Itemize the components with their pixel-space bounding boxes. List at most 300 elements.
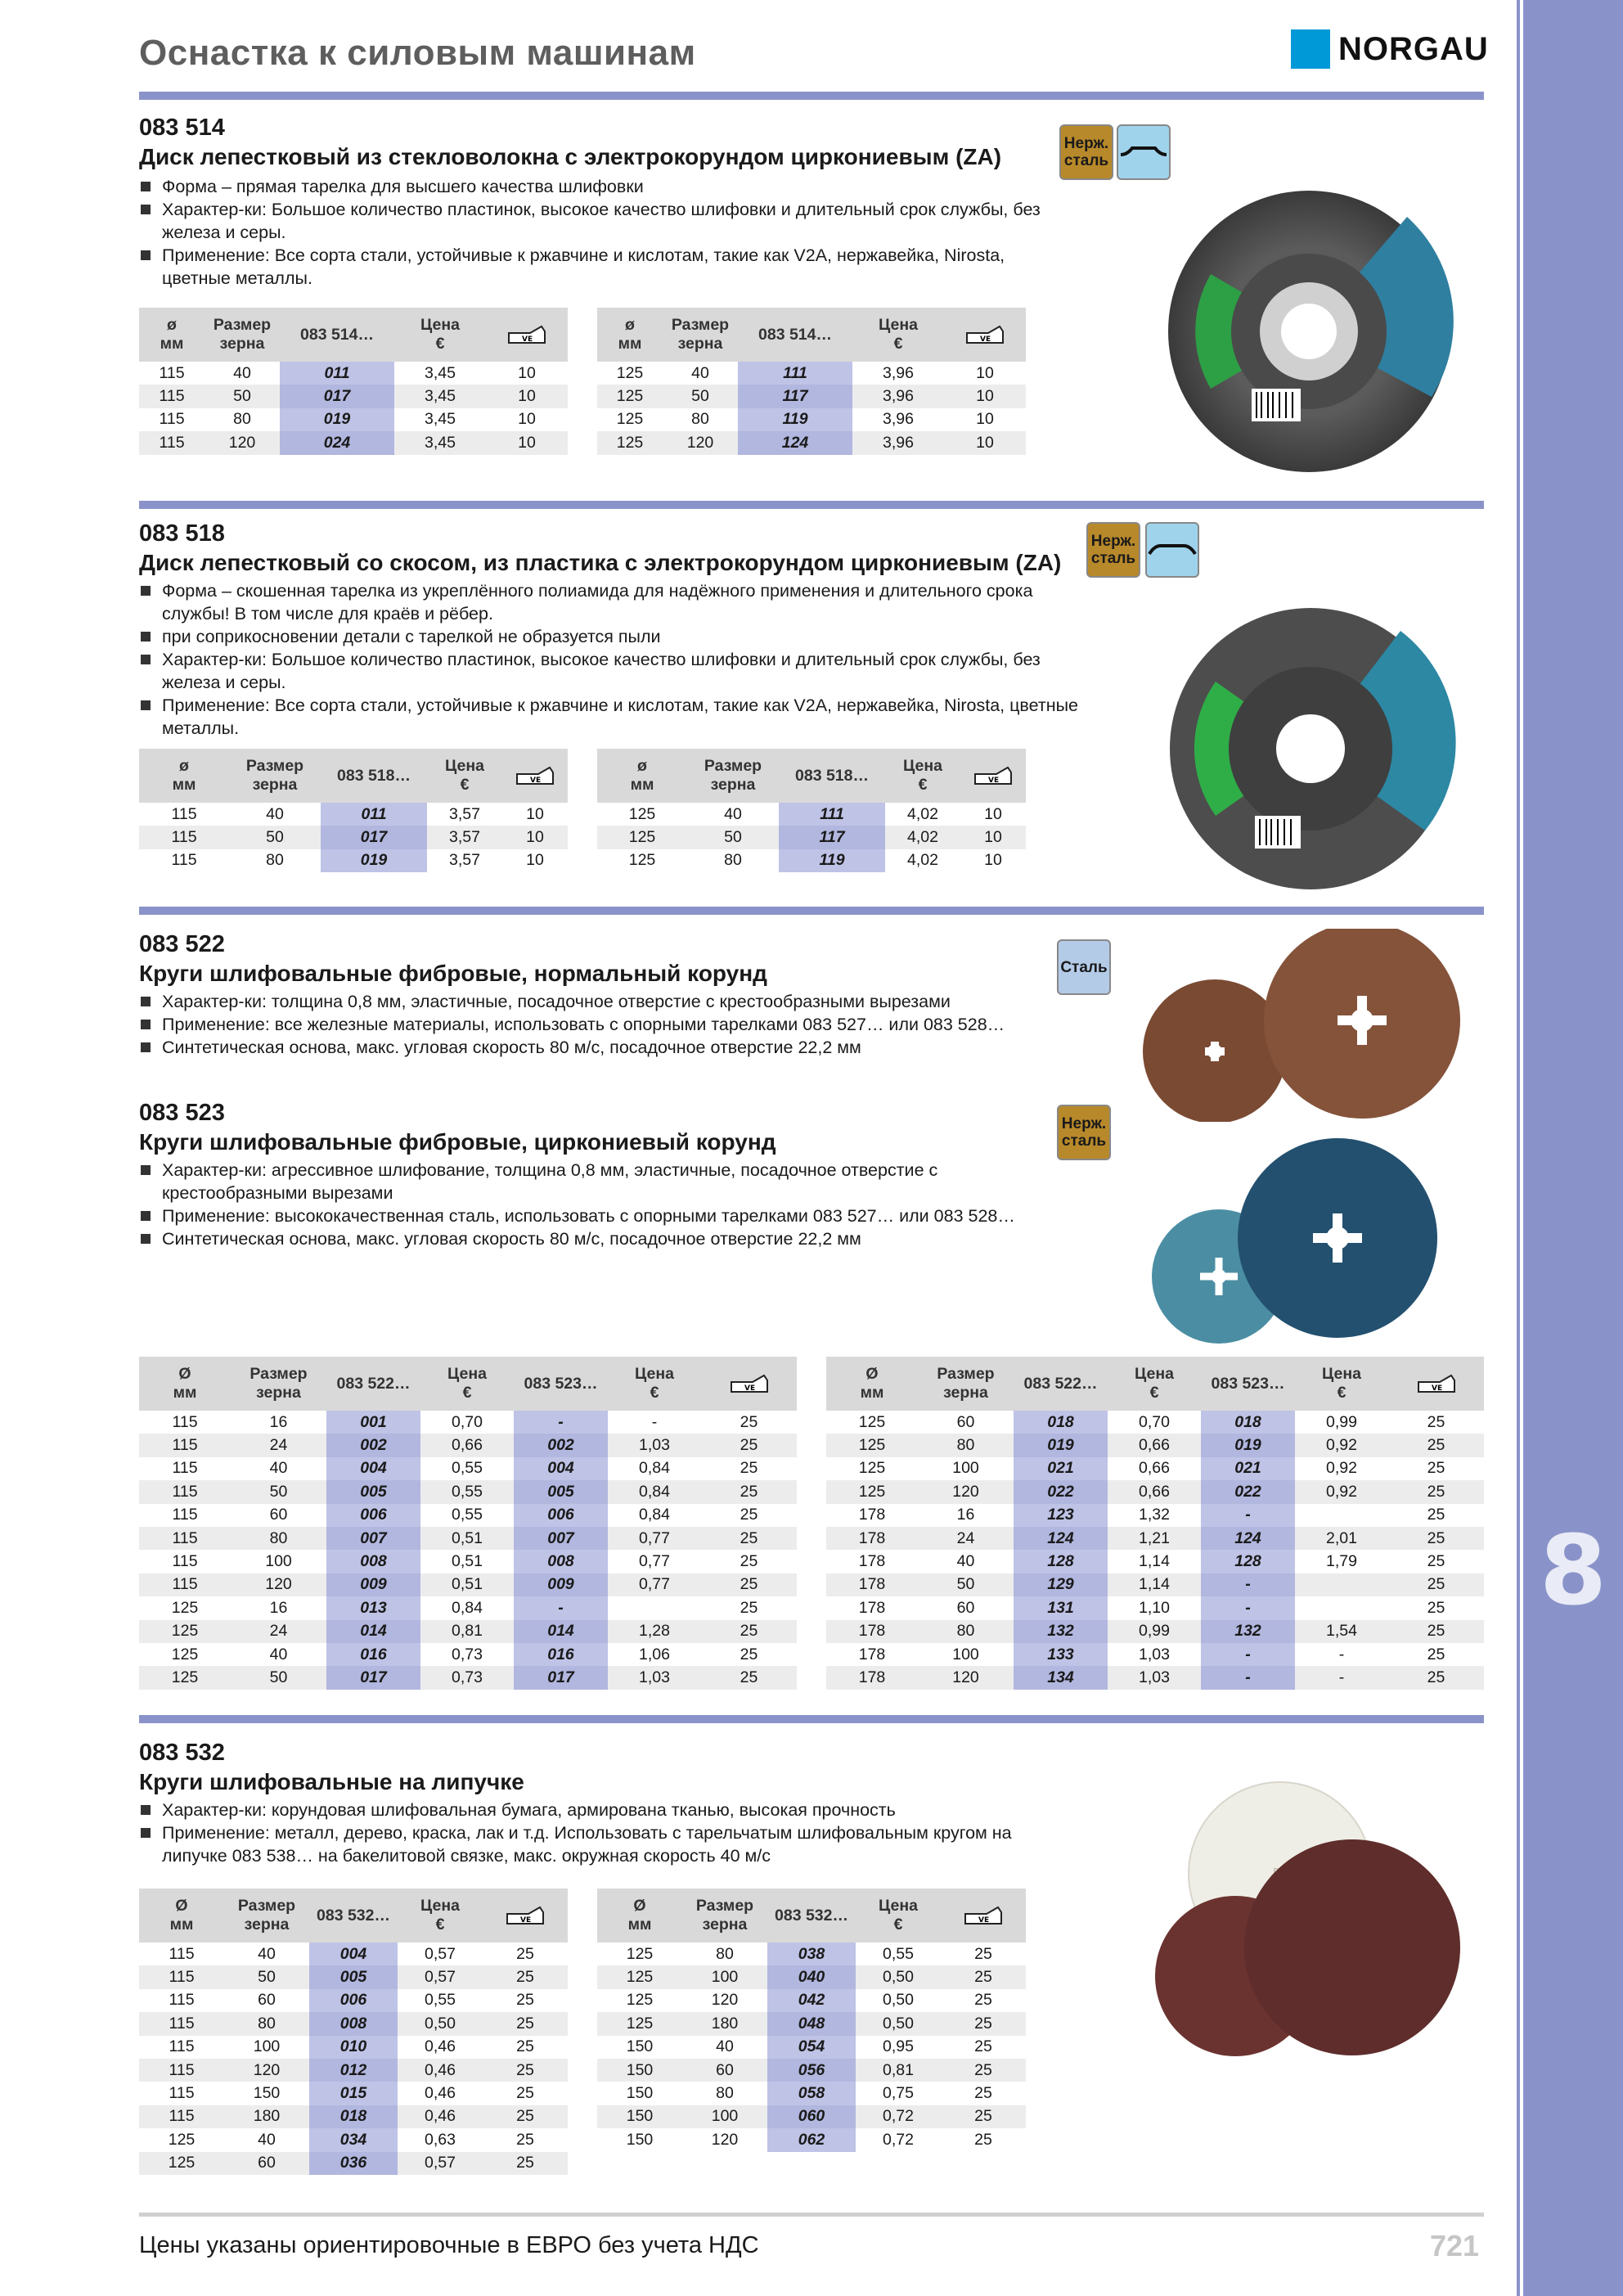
- table-cell: 115: [172, 1552, 198, 1571]
- table-cell: 1,03: [608, 1434, 701, 1456]
- table-cell: 0,50: [856, 1965, 941, 1988]
- table-cell: 80: [691, 410, 709, 429]
- table-cell: 40: [956, 1552, 975, 1571]
- table-cell: 25: [1427, 1552, 1445, 1571]
- table-cell: 25: [516, 2084, 534, 2103]
- table-row: [139, 1573, 797, 1596]
- col-price-522: Цена €: [420, 1357, 514, 1411]
- article-code-cell: -: [514, 1596, 608, 1619]
- table-cell: 100: [682, 1965, 767, 1988]
- article-code-cell: 048: [767, 2012, 856, 2035]
- col-diameter: ø мм: [597, 308, 663, 362]
- table-cell: 25: [701, 1620, 797, 1643]
- table-cell: 25: [974, 1944, 992, 1963]
- table-cell: 4,02: [907, 804, 938, 823]
- table-cell: 25: [701, 1480, 797, 1503]
- table-cell: 0,57: [398, 2152, 483, 2175]
- feature-item: Синтетическая основа, макс. угловая скорость 80 м/с, посадочное отверстие 22,2 мм: [139, 1227, 1055, 1250]
- logo-square-icon: [1291, 29, 1330, 69]
- table-cell: 60: [224, 2152, 309, 2175]
- table-cell: 100: [253, 2037, 281, 2056]
- table-cell: 3,57: [427, 826, 502, 849]
- material-badge-inox: Нерж. сталь: [1059, 124, 1113, 180]
- table-row: [139, 431, 568, 454]
- table-cell: 50: [918, 1573, 1014, 1596]
- price-table-083514-125: [597, 308, 1026, 455]
- table-row: [597, 849, 1026, 872]
- table-cell: 40: [716, 2037, 734, 2056]
- table-row: [597, 1965, 1026, 1988]
- feature-item: Характер-ки: толщина 0,8 мм, эластичные, посадочное отверстие с крестообразными вырезами: [139, 990, 1055, 1013]
- article-code-cell: 002: [514, 1434, 608, 1456]
- table-cell: 125: [139, 2152, 224, 2175]
- table-cell: 0,92: [1326, 1459, 1357, 1478]
- table-cell: 25: [701, 1573, 797, 1596]
- col-diameter: Ø мм: [139, 1357, 231, 1411]
- table-cell: 1,14: [1108, 1573, 1201, 1596]
- table-cell: 115: [171, 804, 197, 823]
- col-ve: [486, 308, 568, 362]
- table-cell: 100: [682, 2105, 767, 2128]
- article-code-cell: 008: [326, 1550, 420, 1573]
- table-cell: 115: [159, 363, 185, 382]
- table-row: [597, 2082, 1026, 2105]
- table-cell: 60: [956, 1598, 975, 1617]
- article-code-cell: 034: [309, 2128, 398, 2151]
- table-cell: 10: [984, 804, 1002, 823]
- table-cell: 0,72: [856, 2105, 941, 2128]
- article-code-cell: 134: [1014, 1666, 1108, 1689]
- table-cell: 3,57: [449, 851, 480, 870]
- table-cell: 115: [139, 1573, 231, 1596]
- col-price: Цена €: [398, 1889, 483, 1943]
- article-code-cell: 002: [326, 1434, 420, 1456]
- table-cell: 10: [944, 431, 1026, 454]
- table-cell: 25: [483, 2105, 568, 2128]
- table-cell: 115: [169, 2037, 195, 2056]
- table-cell: 178: [826, 1527, 918, 1550]
- article-code-cell: -: [1201, 1504, 1295, 1527]
- table-cell: 25: [941, 2059, 1026, 2082]
- table-row: [826, 1527, 1484, 1550]
- col-article: 083 514…: [738, 308, 852, 362]
- article-code-cell: 015: [309, 2082, 398, 2105]
- table-cell: 1,03: [1108, 1666, 1201, 1689]
- footer-note: Цены указаны ориентировочные в ЕВРО без учета НДС: [139, 2232, 759, 2258]
- article-code-cell: 124: [738, 431, 852, 454]
- table-cell: 10: [976, 410, 994, 429]
- table-row: [826, 1550, 1484, 1573]
- table-cell: [1295, 1596, 1388, 1619]
- price-table-083518-115: [139, 749, 568, 872]
- ve-package-icon: [1415, 1372, 1458, 1395]
- table-row: [139, 803, 568, 826]
- article-code-cell: 004: [514, 1457, 608, 1480]
- table-row: [826, 1480, 1484, 1503]
- article-code-cell: 013: [326, 1596, 420, 1619]
- section-rule: [139, 907, 1484, 915]
- table-row: [139, 1943, 568, 1965]
- table-cell: 115: [139, 1965, 224, 1988]
- col-grit: Размер зерна: [231, 1357, 326, 1411]
- product-title: Круги шлифовальные фибровые, нормальный корунд: [139, 961, 767, 986]
- table-cell: 60: [269, 1506, 288, 1524]
- table-row: [139, 1457, 797, 1480]
- table-cell: 4,02: [907, 851, 938, 870]
- feature-item: Форма – скошенная тарелка из укреплённого полиамида для надёжного применения и длительного срока службы! В том числе для краёв и рёбер.: [139, 579, 1080, 625]
- article-code-cell: 008: [514, 1550, 608, 1573]
- table-cell: 25: [974, 2037, 992, 2056]
- table-cell: 3,96: [852, 431, 944, 454]
- table-cell: 115: [139, 385, 205, 407]
- article-code-cell: 018: [1014, 1411, 1108, 1434]
- col-diameter: ø мм: [597, 749, 687, 803]
- article-code-cell: 119: [779, 849, 885, 872]
- feature-item: Характер-ки: Большое количество пластинок, высокое качество шлифовки и длительный срок службы, без железа и серы.: [139, 198, 1055, 244]
- material-badge-inox: Нерж. сталь: [1086, 522, 1140, 578]
- table-row: [139, 1620, 797, 1643]
- article-code-cell: 054: [767, 2036, 856, 2059]
- table-row: [826, 1434, 1484, 1456]
- svg-text:VE: VE: [520, 1916, 532, 1925]
- table-cell: 10: [984, 851, 1002, 870]
- table-cell: 10: [486, 385, 568, 407]
- table-cell: 115: [169, 1944, 195, 1963]
- price-table-083514-115: [139, 308, 568, 455]
- col-grit: Размер зерна: [682, 1889, 767, 1943]
- table-row: [139, 385, 568, 407]
- article-code-cell: 017: [326, 1666, 420, 1689]
- table-cell: 25: [1427, 1645, 1445, 1663]
- col-diameter: ø мм: [139, 749, 229, 803]
- fibre-discs-brown-image: [1141, 929, 1464, 1122]
- table-cell: 25: [1388, 1527, 1484, 1550]
- table-cell: 120: [711, 1991, 739, 2010]
- col-diameter: Ø мм: [139, 1889, 224, 1943]
- table-row: [139, 1411, 797, 1434]
- svg-text:VE: VE: [744, 1384, 755, 1393]
- article-number: 083 522: [139, 931, 225, 957]
- table-cell: 50: [229, 826, 321, 849]
- table-cell: 0,92: [1295, 1480, 1388, 1503]
- col-ve: [701, 1357, 797, 1411]
- table-cell: 150: [626, 2037, 654, 2056]
- table-cell: 120: [205, 431, 280, 454]
- table-cell: 0,72: [883, 2130, 914, 2149]
- article-code-cell: 006: [326, 1504, 420, 1527]
- table-cell: -: [1295, 1666, 1388, 1689]
- table-cell: 0,51: [420, 1573, 514, 1596]
- feature-item: Форма – прямая тарелка для высшего качества шлифовки: [139, 175, 1055, 198]
- table-cell: 0,99: [1326, 1412, 1357, 1431]
- article-code-cell: 123: [1014, 1504, 1108, 1527]
- table-cell: 115: [139, 1434, 231, 1456]
- ve-package-icon: [962, 1904, 1005, 1927]
- article-code-cell: 117: [738, 385, 852, 407]
- feature-item: Применение: Все сорта стали, устойчивые к ржавчине и кислотам, такие как V2A, нержавейка, Nirosta, цветные металлы.: [139, 694, 1080, 740]
- feature-item: Характер-ки: корундовая шлифовальная бумага, армирована тканью, высокая прочность: [139, 1799, 1055, 1821]
- table-row: [826, 1411, 1484, 1434]
- table-row: [597, 826, 1026, 849]
- table-cell: 60: [956, 1412, 975, 1431]
- table-cell: 40: [258, 2130, 276, 2149]
- ve-package-icon: [964, 323, 1006, 346]
- table-cell: 10: [960, 826, 1026, 849]
- article-code-cell: 024: [280, 431, 394, 454]
- article-code-cell: 004: [309, 1943, 398, 1965]
- table-cell: 25: [740, 1506, 758, 1524]
- table-cell: 80: [231, 1527, 326, 1550]
- table-cell: 178: [826, 1620, 918, 1643]
- article-code-cell: 007: [326, 1527, 420, 1550]
- table-cell: 10: [486, 431, 568, 454]
- article-code-cell: 019: [280, 408, 394, 431]
- svg-text:VE: VE: [1431, 1384, 1442, 1393]
- table-cell: 0,66: [420, 1434, 514, 1456]
- article-code-cell: 005: [309, 1965, 398, 1988]
- article-code-cell: 005: [514, 1480, 608, 1503]
- table-cell: 1,79: [1326, 1552, 1357, 1571]
- table-cell: 0,51: [420, 1527, 514, 1550]
- table-cell: 125: [626, 1944, 654, 1963]
- table-cell: 40: [258, 1944, 276, 1963]
- table-cell: 0,46: [425, 2037, 456, 2056]
- article-code-cell: 019: [321, 849, 427, 872]
- material-badge-inox: Нерж. сталь: [1057, 1105, 1111, 1160]
- table-row: [597, 408, 1026, 431]
- article-code-cell: 010: [309, 2036, 398, 2059]
- col-article-522: 083 522…: [1014, 1357, 1108, 1411]
- article-number: 083 532: [139, 1740, 225, 1766]
- table-row: [139, 1480, 797, 1503]
- table-cell: 80: [918, 1434, 1014, 1456]
- table-cell: 16: [956, 1506, 975, 1524]
- table-cell: 0,55: [883, 1944, 914, 1963]
- table-cell: 178: [858, 1506, 886, 1524]
- table-cell: 0,46: [425, 2084, 456, 2103]
- article-code-cell: 005: [326, 1480, 420, 1503]
- table-row: [139, 2152, 568, 2175]
- table-cell: 120: [918, 1480, 1014, 1503]
- table-cell: 3,96: [883, 363, 914, 382]
- table-cell: 0,99: [1108, 1620, 1201, 1643]
- article-code-cell: -: [514, 1411, 608, 1434]
- article-code-cell: 128: [1201, 1550, 1295, 1573]
- section-rule: [139, 92, 1484, 100]
- feature-list: [139, 579, 1080, 740]
- table-cell: 125: [597, 385, 663, 407]
- table-cell: 25: [701, 1666, 797, 1689]
- table-row: [597, 385, 1026, 407]
- feature-list: [139, 175, 1055, 290]
- col-grit: Размер зерна: [687, 749, 779, 803]
- table-cell: 178: [858, 1598, 886, 1617]
- table-cell: 125: [826, 1434, 918, 1456]
- col-article-523: 083 523…: [1201, 1357, 1295, 1411]
- col-article: 083 518…: [779, 749, 885, 803]
- article-code-cell: -: [1201, 1573, 1295, 1596]
- table-cell: 25: [740, 1412, 758, 1431]
- table-cell: 125: [597, 1965, 682, 1988]
- fibre-discs-blue-image: [1149, 1133, 1472, 1346]
- table-row: [826, 1596, 1484, 1619]
- table-cell: 1,06: [639, 1645, 670, 1663]
- table-cell: 25: [516, 2130, 534, 2149]
- col-article-523: 083 523…: [514, 1357, 608, 1411]
- table-cell: 25: [483, 2059, 568, 2082]
- article-code-cell: -: [1201, 1596, 1295, 1619]
- table-cell: 0,55: [452, 1506, 483, 1524]
- price-table-083532-right: [597, 1889, 1026, 2152]
- table-row: [139, 1504, 797, 1527]
- table-cell: 0,46: [398, 2059, 483, 2082]
- table-cell: 115: [172, 1459, 198, 1478]
- table-cell: 24: [231, 1620, 326, 1643]
- table-row: [826, 1457, 1484, 1480]
- table-cell: 3,57: [449, 804, 480, 823]
- table-cell: 0,77: [608, 1527, 701, 1550]
- table-row: [826, 1504, 1484, 1527]
- table-cell: 3,96: [852, 385, 944, 407]
- table-cell: 25: [483, 2012, 568, 2035]
- table-cell: 0,70: [1139, 1412, 1170, 1431]
- brand-logo: [1291, 28, 1489, 70]
- article-code-cell: 018: [1201, 1411, 1295, 1434]
- table-cell: 125: [826, 1480, 918, 1503]
- table-cell: 1,03: [608, 1666, 701, 1689]
- table-cell: 115: [139, 1480, 231, 1503]
- table-cell: 120: [663, 431, 738, 454]
- col-diameter: Ø мм: [826, 1357, 918, 1411]
- table-cell: 80: [716, 1944, 734, 1963]
- table-cell: 0,75: [883, 2084, 914, 2103]
- article-code-cell: 133: [1014, 1643, 1108, 1666]
- feature-list: [139, 1159, 1055, 1250]
- table-cell: 1,54: [1295, 1620, 1388, 1643]
- table-cell: 0,57: [398, 1965, 483, 1988]
- table-cell: 10: [976, 363, 994, 382]
- table-cell: 25: [516, 1944, 534, 1963]
- table-cell: 0,55: [452, 1459, 483, 1478]
- article-code-cell: 008: [309, 2012, 398, 2035]
- footer-rule: [139, 2213, 1484, 2217]
- col-article: 083 514…: [280, 308, 394, 362]
- table-row: [597, 1989, 1026, 2012]
- feature-list: [139, 990, 1055, 1059]
- table-row: [597, 431, 1026, 454]
- table-cell: 125: [597, 826, 687, 849]
- table-cell: 50: [224, 1965, 309, 1988]
- table-cell: 25: [1388, 1573, 1484, 1596]
- table-row: [597, 1943, 1026, 1965]
- col-article-522: 083 522…: [326, 1357, 420, 1411]
- table-row: [139, 1643, 797, 1666]
- col-price: Цена €: [427, 749, 502, 803]
- table-cell: 10: [944, 385, 1026, 407]
- table-cell: 125: [616, 410, 644, 429]
- table-cell: 0,55: [425, 1991, 456, 2010]
- section-rule: [139, 1715, 1484, 1723]
- table-cell: 0,70: [452, 1412, 483, 1431]
- table-cell: 120: [231, 1573, 326, 1596]
- article-code-cell: 019: [1014, 1434, 1108, 1456]
- article-code-cell: 129: [1014, 1573, 1108, 1596]
- table-cell: -: [651, 1412, 658, 1431]
- table-cell: 150: [597, 2059, 682, 2082]
- col-ve: [502, 749, 568, 803]
- product-title: Круги шлифовальные фибровые, циркониевый корунд: [139, 1129, 776, 1155]
- table-cell: 125: [626, 1991, 654, 2010]
- table-cell: 1,28: [608, 1620, 701, 1643]
- col-grit: Размер зерна: [918, 1357, 1014, 1411]
- svg-text:VE: VE: [988, 777, 1000, 785]
- table-row: [597, 2059, 1026, 2082]
- table-cell: 100: [265, 1552, 292, 1571]
- article-code-cell: 119: [738, 408, 852, 431]
- table-cell: 80: [918, 1620, 1014, 1643]
- table-cell: 50: [231, 1480, 326, 1503]
- col-article: 083 532…: [767, 1889, 856, 1943]
- table-cell: 24: [231, 1434, 326, 1456]
- feature-item: Характер-ки: Большое количество пластинок, высокое качество шлифовки и длительный срок службы, без железа и серы.: [139, 648, 1080, 694]
- chapter-sidebar: [1523, 0, 1623, 2296]
- table-cell: 0,50: [883, 1991, 914, 2010]
- col-ve: [944, 308, 1026, 362]
- table-cell: 50: [205, 385, 280, 407]
- table-cell: 3,45: [425, 363, 456, 382]
- table-cell: 0,81: [856, 2059, 941, 2082]
- col-price: Цена €: [856, 1889, 941, 1943]
- table-row: [597, 803, 1026, 826]
- table-cell: 178: [826, 1666, 918, 1689]
- col-price: Цена €: [885, 749, 960, 803]
- table-cell: 115: [139, 2012, 224, 2035]
- table-cell: 1,03: [1139, 1645, 1170, 1663]
- table-cell: 125: [858, 1459, 886, 1478]
- ve-package-icon: [506, 323, 548, 346]
- disc-profile-icon: [1117, 124, 1171, 180]
- article-code-cell: 132: [1201, 1620, 1295, 1643]
- article-code-cell: 014: [326, 1620, 420, 1643]
- feature-list: [139, 1799, 1055, 1867]
- table-cell: 125: [139, 1620, 231, 1643]
- table-row: [139, 1527, 797, 1550]
- table-cell: [608, 1596, 701, 1619]
- table-cell: 0,66: [1139, 1459, 1170, 1478]
- table-cell: 40: [269, 1459, 288, 1478]
- article-code-cell: 038: [767, 1943, 856, 1965]
- table-cell: 0,66: [1108, 1434, 1201, 1456]
- table-cell: 1,21: [1108, 1527, 1201, 1550]
- velcro-discs-image: [1149, 1776, 1468, 2087]
- table-row: [139, 2082, 568, 2105]
- table-cell: [1295, 1573, 1388, 1596]
- table-cell: 0,63: [425, 2130, 456, 2149]
- article-code-cell: 040: [767, 1965, 856, 1988]
- table-cell: 16: [269, 1412, 288, 1431]
- ve-package-icon: [728, 1372, 771, 1395]
- table-row: [597, 2036, 1026, 2059]
- table-cell: 115: [169, 2084, 195, 2103]
- feature-item: Характер-ки: агрессивное шлифование, толщина 0,8 мм, эластичные, посадочное отверстие с крестообразными вырезами: [139, 1159, 1055, 1204]
- table-cell: 150: [626, 2130, 654, 2149]
- table-cell: 50: [231, 1666, 326, 1689]
- table-cell: 3,45: [394, 385, 486, 407]
- table-cell: 0,95: [883, 2037, 914, 2056]
- col-ve: [941, 1889, 1026, 1943]
- table-cell: 25: [941, 2012, 1026, 2035]
- table-cell: 120: [918, 1666, 1014, 1689]
